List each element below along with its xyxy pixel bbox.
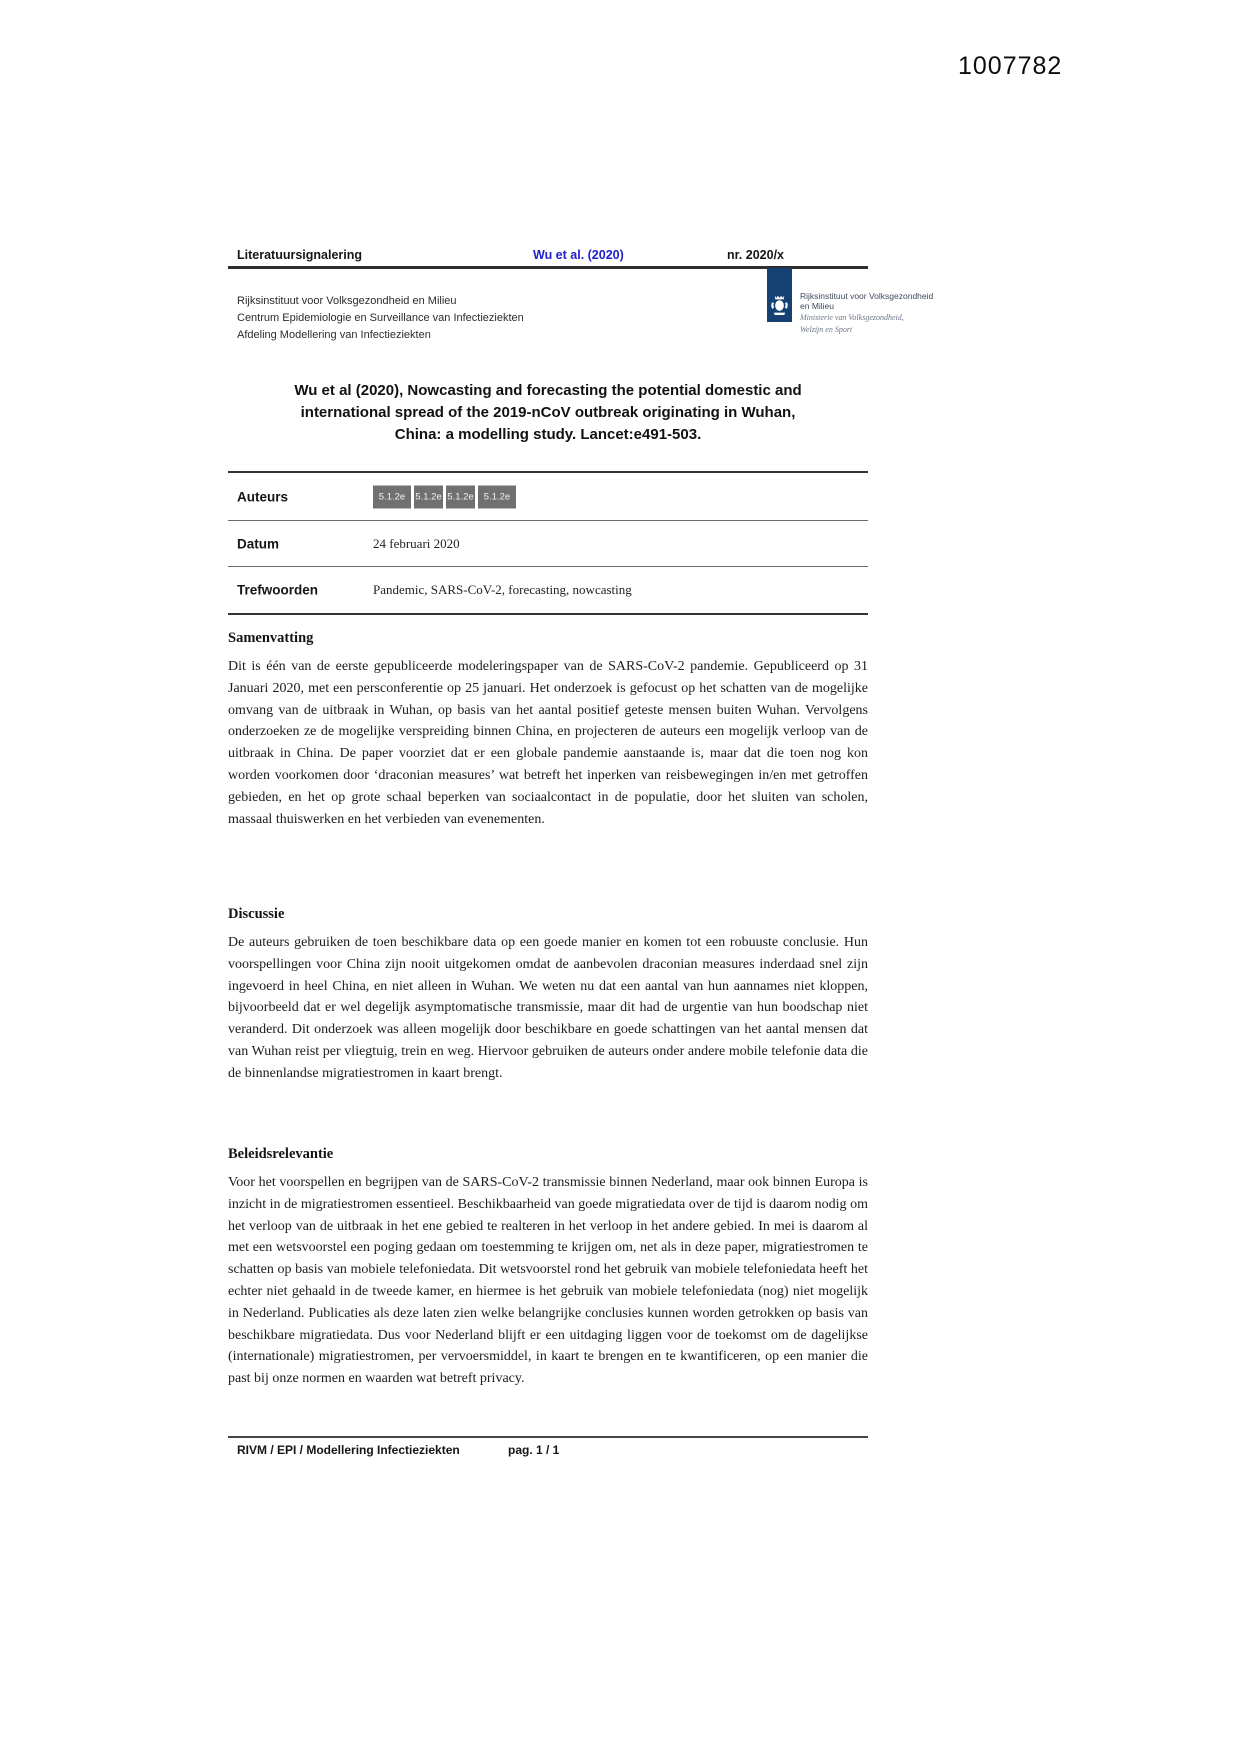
logo-ministry-name: Ministerie van Volksgezondheid,: [800, 313, 904, 322]
footer-department: RIVM / EPI / Modellering Infectieziekten: [237, 1443, 460, 1457]
redaction-box: 5.1.2e: [414, 485, 443, 508]
logo-institute-name: en Milieu: [800, 301, 835, 311]
redaction-box: 5.1.2e: [373, 485, 411, 508]
publication-title-line: Wu et al (2020), Nowcasting and forecasting the potential domestic and: [294, 382, 802, 399]
meta-value: 24 februari 2020: [373, 535, 460, 551]
section-discussie: [228, 906, 868, 1085]
masthead: [228, 246, 868, 266]
meta-label: Auteurs: [237, 489, 289, 504]
meta-row-auteurs: [228, 473, 868, 520]
logo-text: [800, 291, 940, 334]
meta-row-datum: [228, 521, 868, 566]
section-body: Dit is één van de eerste gepubliceerde modeleringspaper van de SARS-CoV-2 pandemie. Gepubliceerd op 31 Januari 2020, met een persconferentie op 25 januari. Het onderzoek is gefocust op het schatten van de mogelijke omvang van de uitbraak in Wuhan, op basis van het aantal positief geteste mensen buiten Wuhan. Vervolgens onderzoeken ze de mogelijke verspreiding binnen China, en projecteren de auteurs een mogelijk verloop van de uitbraak in China. De paper voorziet dat er een globale pandemie aanstaande is, maar dat die toen nog kon worden voorkomen door ‘draconian measures’ wat betreft het inperken van reisbewegingen in/en met getroffen gebieden, en het op grote schaal beperken van sociaalcontact in de populatie, door het sluiten van scholen, massaal thuiswerken en het verbieden van evenementen.: [228, 659, 868, 827]
meta-label: Datum: [237, 536, 280, 551]
wu-et-al-link[interactable]: Wu et al. (2020): [533, 248, 624, 262]
section-beleidsrelevantie: [228, 1146, 868, 1390]
masthead-number: nr. 2020/x: [727, 248, 784, 262]
logo-ribbon: [767, 268, 792, 322]
institute-line: Centrum Epidemiologie en Surveillance van Infectieziekten: [237, 312, 524, 324]
document-number-stamp: 1007782: [958, 52, 1063, 80]
meta-value: Pandemic, SARS-CoV-2, forecasting, nowcasting: [373, 582, 632, 597]
footer-rule: [228, 1436, 868, 1438]
redaction-box: 5.1.2e: [446, 485, 475, 508]
section-samenvatting: [228, 630, 868, 830]
section-heading: Beleidsrelevantie: [228, 1146, 334, 1162]
publication-title-line: China: a modelling study. Lancet:e491-503.: [394, 426, 702, 443]
publication-title-line: international spread of the 2019-nCoV outbreak originating in Wuhan,: [300, 404, 796, 421]
publication-title: [228, 380, 868, 446]
metadata-table: [228, 471, 868, 615]
section-body: De auteurs gebruiken de toen beschikbare data op een goede manier en komen tot een robuuste conclusie. Hun voorspellingen voor China zijn nooit uitgekomen omdat de aanbevolen draconian measures inderdaad snel zijn ingevoerd in heel China, en niet alleen in Wuhan. We weten nu dat een aantal van hun aannames niet kloppen, bijvoorbeeld dat er wel degelijk asymptomatische transmissie, maar dit had de urgentie van hun boodschap niet veranderd. Dit onderzoek was alleen mogelijk door beschikbare en goede schattingen van het aantal mensen dat van Wuhan reist per vliegtuig, trein en weg. Hiervoor gebruiken de auteurs onder andere mobile telefonie data die de binnenlandse migratiestromen in kaart brengt.: [228, 935, 868, 1081]
section-heading: Discussie: [228, 906, 285, 922]
logo-institute-name: Rijksinstituut voor Volksgezondheid: [800, 291, 934, 301]
redaction-box: 5.1.2e: [478, 485, 516, 508]
logo-ministry-name: Welzijn en Sport: [800, 324, 853, 334]
institute-line: Afdeling Modellering van Infectieziekten: [237, 329, 431, 341]
section-body: Voor het voorspellen en begrijpen van de SARS-CoV-2 transmissie binnen Nederland, maar ook binnen Europa is inzicht in de migratiestromen essentieel. Beschikbaarheid van goede migratiedata over de tijd is daarom nodig om het verloop van de uitbraak in het ene gebied te realteren in het verloop in het andere gebied. In mei is daarom al met een wetsvoorstel een poging gedaan om toestemming te krijgen om, net als in deze paper, migratiestromen te schatten op basis van mobiele telefoniedata. Dit wetsvoorstel rond het gebruik van mobiele telefoniedata heeft het echter niet gehaald in de tweede kamer, en hiermee is het gebruik van mobiele telefoniedata (nog) niet mogelijk in Nederland. Publicaties als deze laten zien welke belangrijke conclusies kunnen worden getrokken op basis van beschikbare migratiedata. Dus voor Nederland blijft er een uitdaging liggen voor de toekomst om de dagelijkse (internationale) migratiestromen, per vervoersmiddel, in kaart te brengen en te kwantificeren, op een manier die past bij onze normen en waarden wat betreft privacy.: [228, 1175, 868, 1387]
section-heading: Samenvatting: [228, 630, 314, 646]
meta-label: Trefwoorden: [237, 582, 319, 598]
masthead-doc-type: Literatuursignalering: [237, 248, 363, 262]
institute-line: Rijksinstituut voor Volksgezondheid en Milieu: [237, 295, 457, 307]
page-footer: [237, 1443, 868, 1457]
institute-address: [237, 293, 524, 344]
table-rule: [228, 613, 868, 615]
meta-value-redacted: [373, 485, 516, 508]
rijksoverheid-crest-icon: [770, 294, 789, 318]
meta-row-trefwoorden: [228, 567, 868, 613]
footer-page-indicator: pag. 1 / 1: [508, 1443, 560, 1457]
